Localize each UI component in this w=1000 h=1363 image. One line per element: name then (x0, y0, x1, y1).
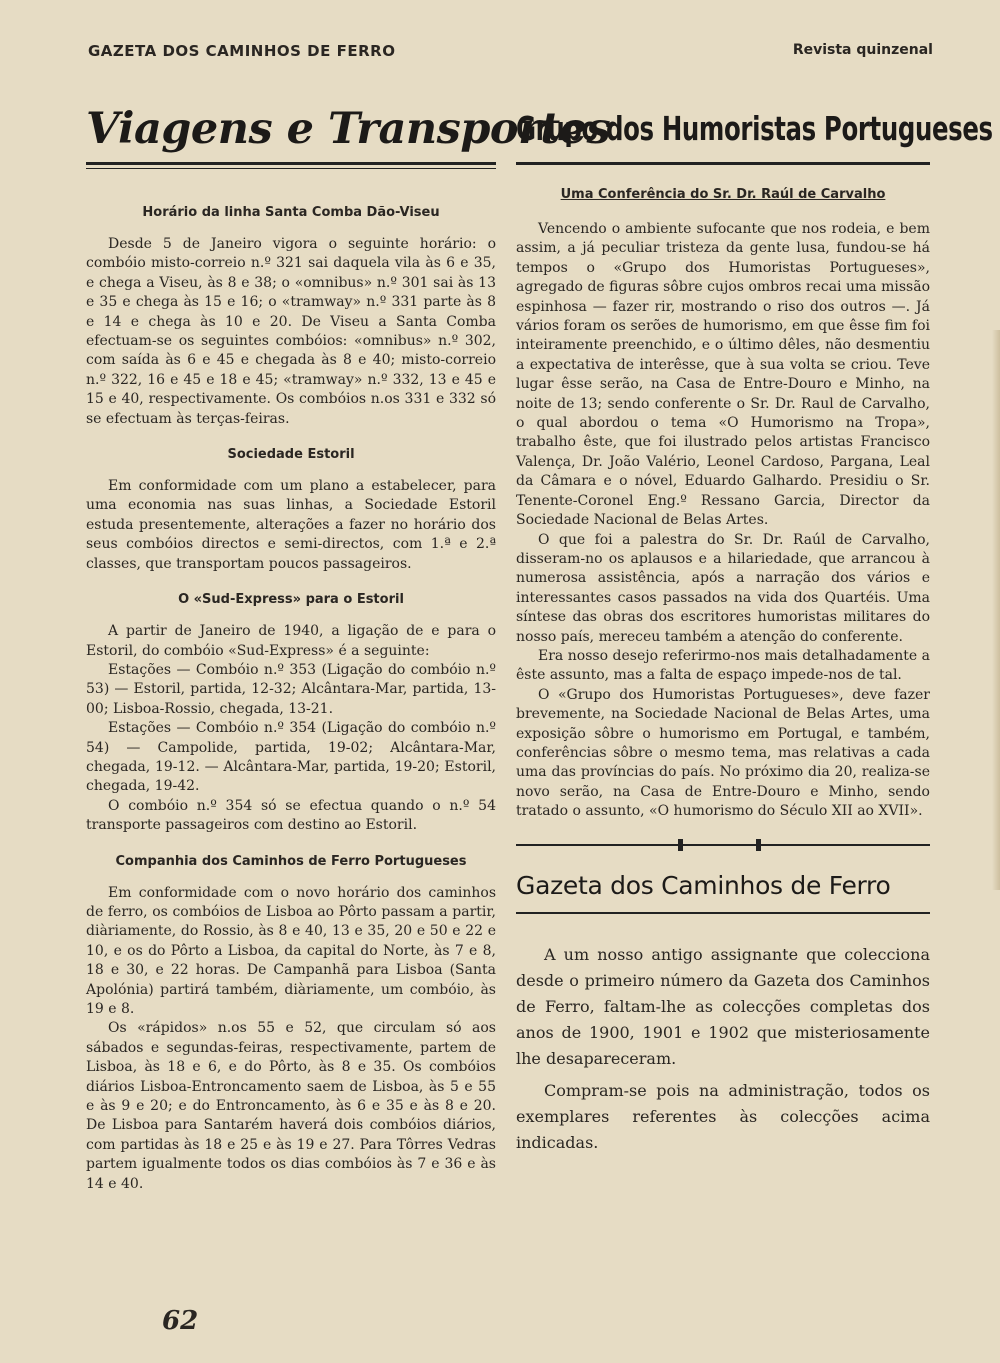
page-edge-shading (992, 330, 1000, 890)
article-paragraph: O que foi a palestra do Sr. Dr. Raúl de Carvalho, disseram-no os aplausos e a hilariedade, que arrancou à numerosa assistência, após a narração dos vários e interessantes casos passados na vida dos Quartéis. Uma síntese das obras dos escritores humoristas militares do nosso país, mereceu também a atenção do conferente. (516, 531, 930, 645)
notice-paragraph: A um nosso antigo assignante que colecciona desde o primeiro número da Gazeta dos Caminhos de Ferro, faltam-lhe as colecções completas dos anos de 1900, 1901 e 1902 que misteriosamente lhe desapareceram. (516, 944, 930, 1068)
article-paragraph: Os «rápidos» n.os 55 e 52, que circulam só aos sábados e segundas-feiras, respectivamente, partem de Lisboa, às 18 e 6, e do Pôrto, às 8 e 35. Os combóios diários Lisboa-Entroncamento saem de Lisboa, às 5 e 55 e às 9 e 20; e do Entroncamento, às 6 e 35 e às 8 e 20. De Lisboa para Santarém haverá dois combóios diários, com partidas às 18 e 25 e às 19 e 27. Para Tôrres Vedras partem igualmente todos os dias combóios às 7 e 36 e às 14 e 40. (86, 1020, 496, 1192)
article-paragraph: Estações — Combóio n.º 353 (Ligação do combóio n.º 53) — Estoril, partida, 12-32; Alcântara-Mar, partida, 13-00; Lisboa-Rossio, chegada, 13-21. (86, 661, 496, 717)
right-column (516, 100, 993, 1156)
article-paragraph: Em conformidade com um plano a estabelecer, para uma economia nas suas linhas, a Sociedade Estoril estuda presentemente, alterações a fazer no horário dos seus combóios directos e semi-directos, com 1.ª e 2.ª classes, que transportam poucos passageiros. (86, 478, 496, 572)
section-separator (516, 838, 930, 852)
article-heading: Companhia dos Caminhos de Ferro Portugueses (115, 853, 467, 869)
section-banner-viagens: Viagens e Transportes (86, 104, 611, 154)
notice-paragraph: Compram-se pois na administração, todos os exemplares referentes às colecções acima indicadas. (516, 1080, 930, 1152)
article-paragraph: O «Grupo dos Humoristas Portugueses», deve fazer brevemente, na Sociedade Nacional de Belas Artes, uma exposição sôbre o humorismo em Portugal, e também, conferências sôbre o mesmo tema, mas relativas a cada uma das províncias do país. No próximo dia 20, realiza-se novo serão, na Casa de Entre-Douro e Minho, sendo tratado o assunto, «O humorismo do Século XII ao XVII». (516, 686, 930, 820)
article-paragraph: Em conformidade com o novo horário dos caminhos de ferro, os combóios de Lisboa ao Pôrto passam a partir, diàriamente, do Rossio, às 8 e 40, 13 e 35, 20 e 50 e 22 e 10, e os do Pôrto a Lisboa, da capital do Norte, às 7 e 8, 18 e 30, e 22 horas. De Campanhã para Lisboa (Santa Apolónia) partirá também, diàriamente, um combóio, às 19 e 8. (86, 884, 496, 1017)
article-paragraph: Desde 5 de Janeiro vigora o seguinte horário: o combóio misto-correio n.º 321 sai daquela vila às 6 e 35, e chega a Viseu, às 8 e 38; o «omnibus» n.º 301 sai às 13 e 35 e chega às 15 e 16; o «tramway» n.º 331 parte às 8 e 14 e chega às 10 e 20. De Viseu a Santa Comba efectuam-se os seguintes combóios: «omnibus» n.º 302, com saída às 6 e 45 e chegada às 8 e 40; misto-correio n.º 322, 16 e 45 e 18 e 45; «tramway» n.º 332, 13 e 45 e 15 e 40, respectivamente. Os combóios n.os 331 e 332 só se efectuam às terças-feiras. (86, 236, 496, 427)
article-paragraph: A partir de Janeiro de 1940, a ligação de e para o Estoril, do combóio «Sud-Express» é a seguinte: (86, 623, 496, 659)
publication-frequency: Revista quinzenal (792, 42, 933, 58)
article-paragraph: Vencendo o ambiente sufocante que nos rodeia, e bem assim, a já peculiar tristeza da gente lusa, fundou-se há tempos o «Grupo dos Humoristas Portugueses», agregado de figuras sôbre cujos ombros recai uma missão espinhosa — fazer rir, mostrando o riso dos outros —. Já vários foram os serões de humorismo, em que êsse fim foi inteiramente preenchido, e o último dêles, não desmentiu a expectativa de interêsse, que à sua volta se criou. Teve lugar êsse serão, na Casa de Entre-Douro e Minho, na noite de 13; sendo conferente o Sr. Dr. Raul de Carvalho, o qual abordou o tema «O Humorismo na Tropa», trabalho êste, que foi ilustrado pelos artistas Francisco Valença, Dr. João Valério, Leonel Cardoso, Pargana, Leal da Câmara e o nóvel, Eduardo Galhardo. Presidiu o Sr. Tenente-Coronel Eng.º Ressano Garcia, Director da Sociedade Nacional de Belas Artes. (516, 221, 930, 529)
article-heading: Horário da linha Santa Comba Dão-Viseu (142, 205, 440, 220)
article-heading: Sociedade Estoril (227, 447, 355, 463)
publication-title: GAZETA DOS CAMINHOS DE FERRO (88, 42, 396, 60)
notice-title: Gazeta dos Caminhos de Ferro (516, 870, 891, 900)
article-paragraph: O combóio n.º 354 só se efectua quando o n.º 54 transporte passageiros com destino ao Estoril. (86, 797, 496, 834)
left-column (86, 100, 611, 1194)
article-heading: O «Sud-Express» para o Estoril (178, 592, 404, 608)
page-number: 62 (162, 1306, 199, 1336)
banner-rule (86, 162, 496, 169)
article-heading: Uma Conferência do Sr. Dr. Raúl de Carvalho (560, 187, 886, 202)
running-head (88, 42, 933, 64)
article-paragraph: Era nosso desejo referirmo-nos mais detalhadamente a êste assunto, mas a falta de espaço impede-nos de tal. (516, 647, 930, 684)
section-banner-humoristas: Grupo dos Humoristas Portugueses (516, 109, 993, 148)
article-paragraph: Estações — Combóio n.º 354 (Ligação do combóio n.º 54) — Campolide, partida, 19-02; Alcântara-Mar, chegada, 19-12. — Alcântara-Mar, partida, 19-20; Estoril, chegada, 19-42. (86, 720, 496, 795)
